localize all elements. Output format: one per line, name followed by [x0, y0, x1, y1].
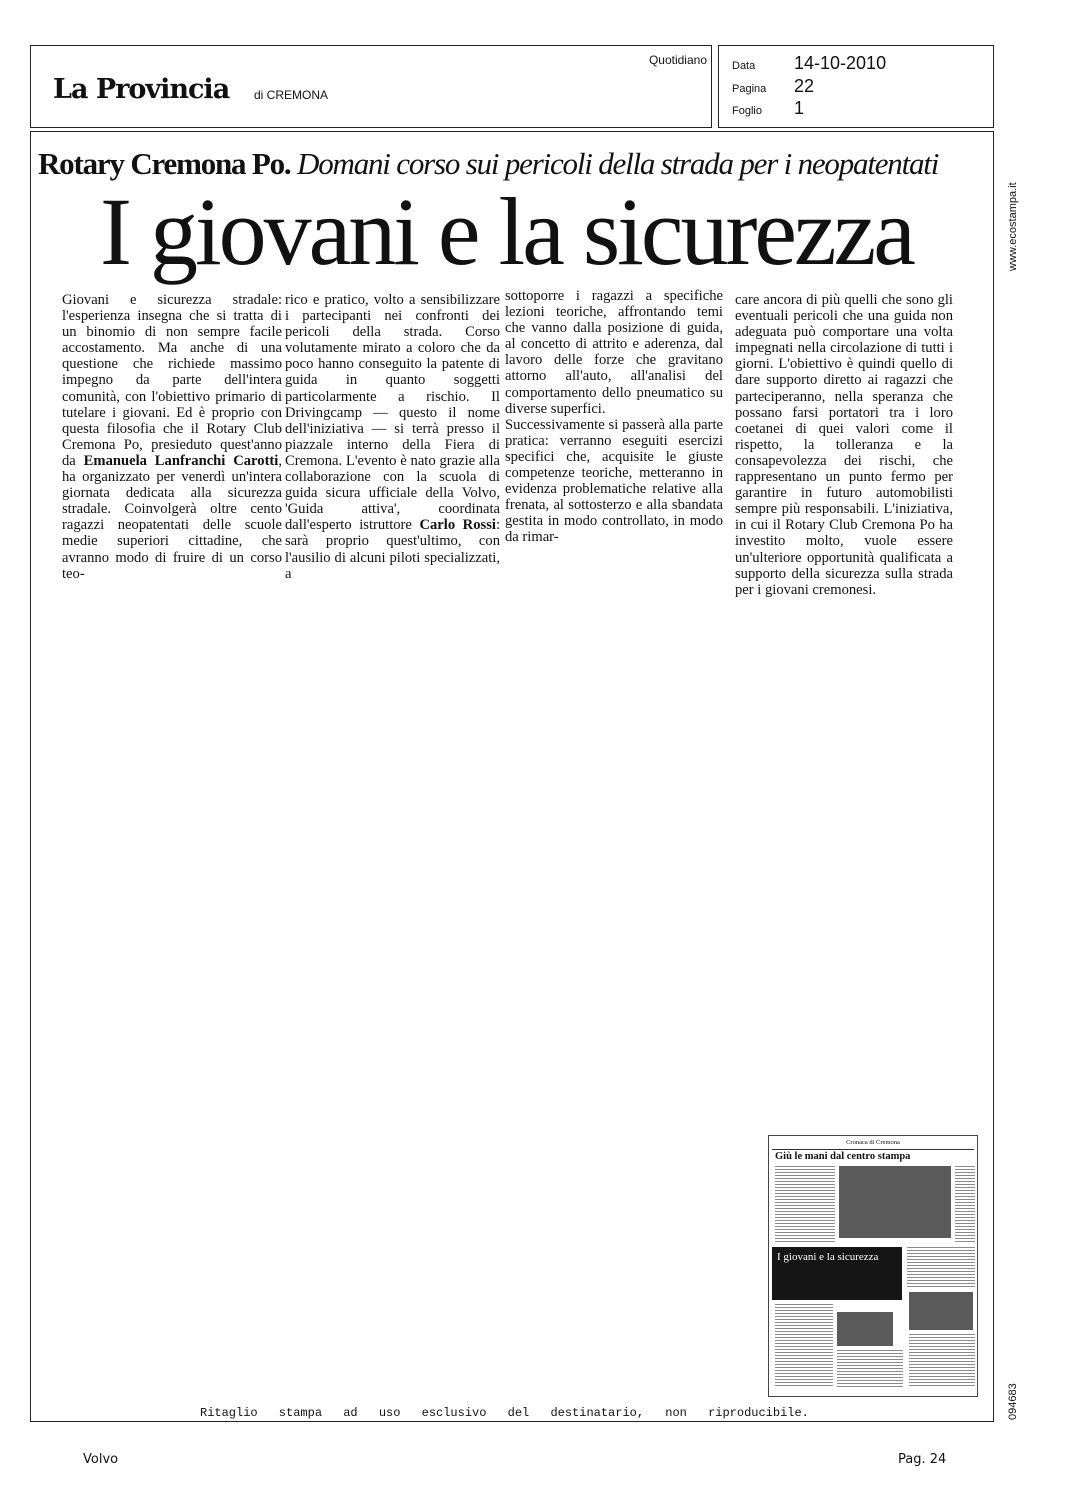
- column-1-name: Emanuela Lanfranchi Carotti: [83, 452, 279, 469]
- masthead-subtitle: di CREMONA: [254, 88, 329, 102]
- thumbnail-text-block: [909, 1334, 975, 1388]
- date-label: Data: [732, 60, 756, 72]
- article-kicker: [38, 146, 938, 182]
- sheet-label: Foglio: [732, 105, 762, 117]
- column-3-paragraph-1: sottoporre i ragazzi a specifiche lezioni teoriche, affrontando temi che vanno dalla posizione di guida, al concetto di attrito e aderenza, dal lavoro delle forze che gravitano attorno all'auto, all'analisi del comportamento dello pneumatico su diverse superfici.: [505, 288, 723, 417]
- side-url-text: www.ecostampa.it: [1007, 182, 1019, 271]
- thumbnail-top-title: Giù le mani dal centro stampa: [775, 1151, 911, 1162]
- publication-frequency: Quotidiano: [648, 53, 707, 67]
- thumbnail-section: Cronaca di Cremona: [846, 1139, 900, 1146]
- column-4-text: care ancora di più quelli che sono gli eventuali pericoli che una guida non adeguata può comportare una volta impegnati nella circolazione di tutti i giorni. L'obiettivo è quindi quello di dare supporto diretto ai ragazzi che parteciperanno, nella speranza che possano farsi portatori tra i loro coetanei di quei valori come il rispetto, la tolleranza e la consapevolezza dei rischi, che rappresentano un punto fermo per garantire in futuro automobilisti sempre più responsabili. L'iniziativa, in cui il Rotary Club Cremona Po ha investito molto, vuole essere un'ulteriore opportunità qualificata a supporto della sicurezza sulla strada per i giovani cremonesi.: [735, 292, 953, 598]
- column-2-end: : sarà proprio quest'ultimo, con l'ausilio di alcuni piloti specializzati, a: [285, 517, 500, 582]
- page-thumbnail: [768, 1135, 978, 1397]
- article-column-1: [62, 292, 282, 582]
- thumbnail-photo: [837, 1312, 893, 1346]
- column-2-text: [285, 292, 500, 582]
- thumbnail-text-block: [907, 1247, 975, 1287]
- page-value: 22: [794, 76, 815, 96]
- page-label: Pagina: [732, 83, 767, 95]
- masthead-box: [30, 45, 712, 128]
- thumbnail-rule: [772, 1149, 974, 1150]
- thumbnail-band-title: I giovani e la sicurezza: [777, 1251, 879, 1263]
- footer-keyword: Volvo: [83, 1452, 119, 1467]
- column-2-lead: rico e pratico, volto a sensibilizzare i partecipanti nei confronti dei pericoli della strada. Corso volutamente mirato a coloro che da poco hanno conseguito la patente di guida in quanto soggetti particolarmente a rischio. Il Drivingcamp — questo il nome dell'iniziativa — si terrà presso il piazzale interno della Fiera di Cremona. L'evento è nato grazie alla collaborazione con la scuola di guida sicura ufficiale della Volvo, 'Guida attiva', coordinata dall'esperto istruttore: [285, 292, 500, 534]
- thumbnail-text-block: [837, 1350, 903, 1388]
- masthead: La Provincia: [53, 74, 230, 105]
- footer-page-number: Pag. 24: [898, 1452, 947, 1467]
- date-row: [732, 52, 987, 74]
- kicker-italic: Domani corso sui pericoli della strada per i neopatentati: [297, 146, 939, 181]
- thumbnail-text-block: [775, 1304, 833, 1388]
- side-code: [1005, 1360, 1021, 1420]
- column-3-paragraph-2: Successivamente si passerà alla parte pratica: verranno eseguiti esercizi specifici che, acquisite le giuste competenze teoriche, metteranno in evidenza problematiche relative alla frenata, al sottosterzo e alla sbandata gestita in modo controllato, in modo da rimar-: [505, 416, 723, 546]
- thumbnail-text-block: [775, 1166, 835, 1244]
- column-1-lead: Giovani e sicurezza stradale: l'esperienza insegna che si tratta di un binomio di non sempre facile accostamento. Ma anche di una questione che richiede massimo impegno da parte dell'intera comunità, con l'obiettivo primario di tutelare i giovani. Ed è proprio con questa filosofia che il Rotary Club Cremona Po, presieduto quest'anno da: [62, 292, 282, 469]
- reproduction-disclaimer: Ritaglio stampa ad uso esclusivo del destinatario, non riproducibile.: [200, 1406, 809, 1420]
- thumbnail-text-block: [955, 1166, 975, 1244]
- article-column-2: [285, 292, 500, 582]
- column-2-name: Carlo Rossi: [419, 517, 496, 534]
- thumbnail-photo: [909, 1292, 973, 1330]
- thumbnail-photo-building: [839, 1166, 951, 1238]
- article-headline: I giovani e la sicurezza: [100, 178, 913, 285]
- article-column-4: [735, 292, 953, 598]
- article-column-3: [505, 288, 723, 546]
- sheet-value: 1: [794, 98, 805, 118]
- column-1-text: [62, 292, 282, 582]
- kicker-bold: Rotary Cremona Po.: [38, 146, 291, 181]
- side-code-text: 094683: [1007, 1383, 1019, 1420]
- column-1-end: , ha organizzato per venerdì un'intera giornata dedicata alla sicurezza stradale. Coinvolgerà oltre cento ragazzi neopatentati delle scuole medie superiori cittadine, che avranno modo di fruire di un corso teo-: [62, 452, 282, 582]
- side-url: [1005, 131, 1021, 271]
- metadata-box: [718, 45, 994, 128]
- date-value: 14-10-2010: [794, 53, 887, 73]
- page-row: [732, 75, 987, 97]
- sheet-row: [732, 97, 987, 119]
